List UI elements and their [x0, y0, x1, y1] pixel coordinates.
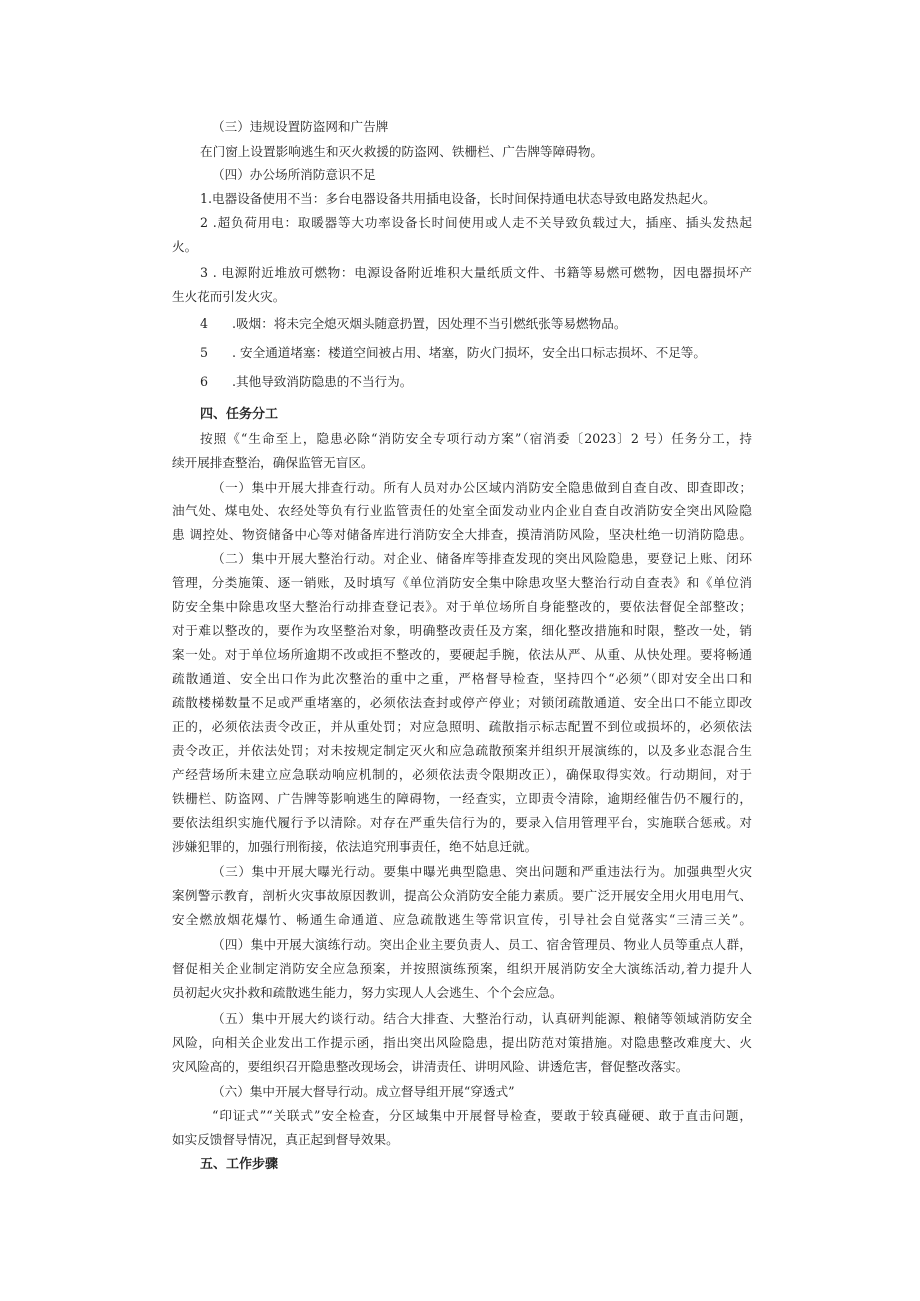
paragraph-line: 生火花而引发火灾。	[172, 289, 286, 304]
paragraph-line: 安全燃放烟花爆竹、畅通生命通道、应急疏散逃生等常识宣传，引导社会自觉落实“三清三关”。	[172, 912, 752, 927]
list-text: .其他导致消防隐患的不当行为。	[232, 374, 413, 389]
paragraph-line: 如实反馈督导情况，真正起到督导效果。	[172, 1132, 399, 1147]
list-number: 4	[200, 316, 209, 331]
paragraph-line: 续开展排查整治，确保监管无盲区。	[172, 455, 374, 470]
paragraph-line: “印证式”“关联式”安全检查，分区域集中开展督导检查，要敢于较真碰硬、敢于直击问题，	[212, 1108, 752, 1123]
list-number: 6	[200, 374, 209, 389]
paragraph-line: （三）集中开展大曝光行动。要集中曝光典型隐患、突出问题和严重违法行为。加强典型火灾	[212, 864, 752, 879]
paragraph-line: （一）集中开展大排查行动。所有人员对办公区域内消防安全隐患做到自查自改、即查即改；	[212, 480, 752, 495]
list-item	[200, 344, 752, 362]
paragraph-line: （六）集中开展大督导行动。成立督导组开展“穿透式”	[212, 1084, 515, 1099]
list-item: 2 .超负荷用电：取暖器等大功率设备长时间使用或人走不关导致负载过大，插座、插头发热起	[200, 215, 752, 230]
paragraph-line: 督促相关企业制定消防安全应急预案，并按照演练预案，组织开展消防安全大演练活动,着力提升人	[172, 961, 752, 976]
paragraph-line: 防安全集中除患攻坚大整治行动排查登记表》。对于单位场所自身能整改的，要依法督促全部整改；	[172, 599, 752, 614]
paragraph-line: 要依法组织实施代履行予以清除。对存在严重失信行为的，要录入信用管理平台，实施联合惩戒。对	[172, 815, 752, 830]
paragraph-line: 管理，分类施策、逐一销账，及时填写《单位消防安全集中除患攻坚大整治行动自查表》和《单位消	[172, 575, 752, 590]
paragraph-line: 员初起火灾扑救和疏散逃生能力，努力实现人人会逃生、个个会应急。	[172, 985, 563, 1000]
section-subheading: （三）违规设置防盗网和广告牌	[212, 119, 389, 134]
list-text: . 安全通道堵塞：楼道空间被占用、堵塞，防火门损坏，安全出口标志损坏、不足等。	[232, 345, 706, 360]
paragraph-line: 案一处。对于单位场所逾期不改或拒不整改的，要硬起手腕，依法从严、从重、从快处理。要将畅通	[172, 647, 752, 662]
paragraph-line: （五）集中开展大约谈行动。结合大排查、大整治行动，认真研判能源、粮储等领域消防安全	[212, 1011, 752, 1026]
paragraph-line: 疏散楼梯数量不足或严重堵塞的，必须依法查封或停产停业；对锁闭疏散通道、安全出口不能立即改	[172, 695, 752, 710]
section-heading: 五、工作步骤	[200, 1157, 279, 1172]
list-item: 1.电器设备使用不当：多台电器设备共用插电设备，长时间保持通电状态导致电路发热起火。	[200, 191, 716, 206]
paragraph-line: 患 调控处、物资储备中心等对储备库进行消防安全大排查，摸清消防风险，坚决杜绝一切消防隐患。	[172, 527, 752, 542]
paragraph-line: 按照《“生命至上，隐患必除“消防安全专项行动方案”（宿消委〔2023〕2 号）任务分工，持	[200, 431, 752, 446]
paragraph-line: 案例警示教育，剖析火灾事故原因教训，提高公众消防安全能力素质。要广泛开展安全用火用电用气、	[172, 888, 752, 903]
list-item: 3 . 电源附近堆放可燃物：电源设备附近堆积大量纸质文件、书籍等易燃可燃物，因电器损坏产	[200, 265, 752, 280]
paragraph-line: （二）集中开展大整治行动。对企业、储备库等排查发现的突出风险隐患，要登记上账、闭环	[212, 551, 752, 566]
list-number: 5	[200, 345, 209, 360]
list-item	[200, 315, 752, 333]
paragraph-line: 责令改正，并依法处罚；对未按规定制定灭火和应急疏散预案并组织开展演练的，以及多业态混合生	[172, 743, 752, 758]
paragraph-line: 风险，向相关企业发出工作提示函，指出突出风险隐患，提出防范对策措施。对隐患整改难度大、火	[172, 1035, 752, 1050]
section-subheading: （四）办公场所消防意识不足	[212, 167, 376, 182]
section-heading: 四、任务分工	[200, 407, 279, 422]
paragraph-line: （四）集中开展大演练行动。突出企业主要负责人、员工、宿舍管理员、物业人员等重点人群，	[212, 937, 752, 952]
paragraph-line: 疏散通道、安全出口作为此次整治的重中之重，严格督导检查，坚持四个“必须”（即对安全出口和	[172, 671, 752, 686]
paragraph-line: 在门窗上设置影响逃生和灭火救援的防盗网、铁栅栏、广告牌等障碍物。	[200, 144, 603, 159]
paragraph-line: 铁栅栏、防盗网、广告牌等影响逃生的障碍物，一经查实，立即责令清除，逾期经催告仍不履行的，	[172, 791, 752, 806]
paragraph-line: 正的，必须依法责令改正，并从重处罚；对应急照明、疏散指示标志配置不到位或损坏的，必须依法	[172, 719, 752, 734]
paragraph-line: 涉嫌犯罪的，加强行刑衔接，依法追究刑事责任，绝不姑息迁就。	[172, 839, 538, 854]
list-text: .吸烟：将未完全熄灭烟头随意扔置，因处理不当引燃纸张等易燃物品。	[232, 316, 627, 331]
list-item	[200, 373, 752, 391]
paragraph-line: 对于难以整改的，要作为攻坚整治对象，明确整改责任及方案，细化整改措施和时限，整改一处，销	[172, 623, 752, 638]
paragraph-line: 灾风险高的，要组织召开隐患整改现场会，讲清责任、讲明风险、讲透危害，督促整改落实。	[172, 1059, 689, 1074]
paragraph-line: 产经营场所未建立应急联动响应机制的，必须依法责令限期改正），确保取得实效。行动期间，对于	[172, 767, 752, 782]
paragraph-line: 油气处、煤电处、农经处等负有行业监管责任的处室全面发动业内企业自查自改消防安全突出风险隐	[172, 503, 752, 518]
paragraph-line: 火。	[172, 239, 198, 254]
